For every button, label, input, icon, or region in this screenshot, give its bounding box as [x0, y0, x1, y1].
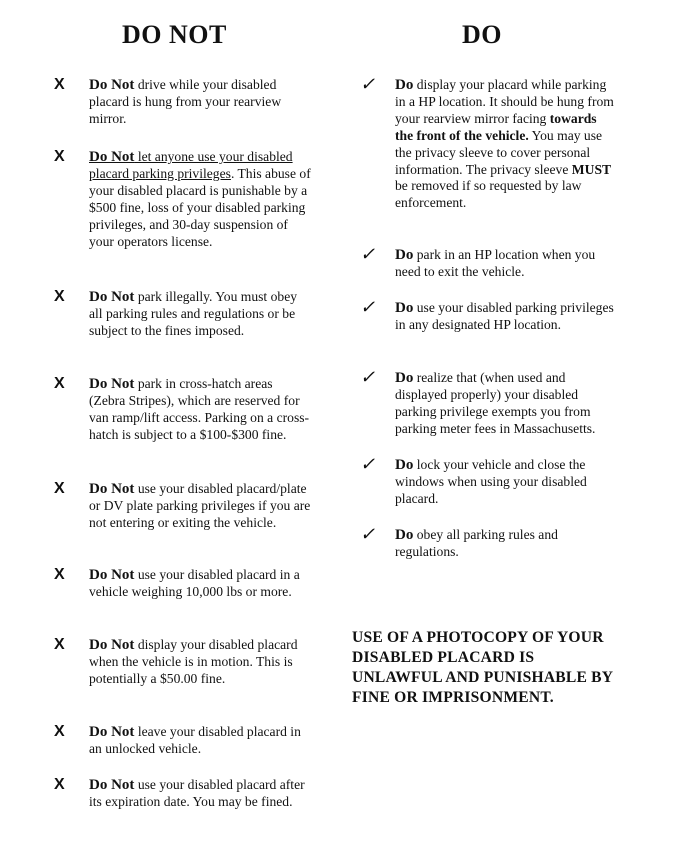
x-mark-icon: X	[54, 148, 65, 165]
x-mark-icon: X	[54, 566, 65, 583]
item-text: use your disabled parking privileges in any designated HP location.	[395, 300, 614, 332]
do-heading: DO	[462, 20, 502, 49]
item-text: use your disabled placard in a vehicle weighing 10,000 lbs or more.	[89, 567, 300, 599]
item-text: obey all parking rules and regulations.	[395, 527, 558, 559]
item-lead: Do	[395, 457, 414, 473]
checkmark-icon: ✓	[360, 454, 376, 474]
item-lead: Do	[395, 247, 414, 263]
item-text: lock your vehicle and close the windows when using your disabled placard.	[395, 457, 587, 506]
checkmark-icon: ✓	[360, 74, 376, 94]
item-lead: Do	[395, 77, 414, 93]
do-not-heading: DO NOT	[122, 20, 227, 49]
item-lead: Do Not	[89, 77, 135, 93]
item-lead: Do	[395, 527, 414, 543]
checkmark-icon: ✓	[360, 524, 376, 544]
item-text: realize that (when used and displayed properly) your disabled parking privilege exempts you from parking meter fees in Massachusetts.	[395, 370, 596, 436]
x-mark-icon: X	[54, 288, 65, 305]
photocopy-warning: USE OF A PHOTOCOPY OF YOUR DISABLED PLACARD IS UNLAWFUL AND PUNISHABLE BY FINE OR IMPRISONMENT.	[352, 629, 613, 706]
item-lead: Do Not	[89, 481, 135, 497]
x-mark-icon: X	[54, 723, 65, 740]
item-lead: Do	[395, 300, 414, 316]
item-text: . This abuse of your disabled placard is punishable by a $500 fine, loss of your disabled parking privileges, and 30-day suspension of your operators license.	[89, 165, 311, 249]
item-text: display your disabled placard when the vehicle is in motion. This is potentially a $50.00 fine.	[89, 637, 298, 686]
item-text: leave your disabled placard in an unlocked vehicle.	[89, 724, 301, 756]
item-text: drive while your disabled placard is hung from your rearview mirror.	[89, 77, 282, 126]
item-lead: Do	[395, 370, 414, 386]
item-text-underlined: let anyone use your disabled placard parking privileges	[89, 149, 293, 181]
item-text: park in cross-hatch areas (Zebra Stripes), which are reserved for van ramp/lift access. Parking on a cross-hatch is subject to a $100-$300 fine.	[89, 376, 310, 442]
item-lead: Do Not	[89, 777, 135, 793]
item-lead: Do Not	[89, 289, 135, 305]
x-mark-icon: X	[54, 375, 65, 392]
item-text: use your disabled placard after its expiration date. You may be fined.	[89, 777, 305, 809]
item-text: use your disabled placard/plate or DV plate parking privileges if you are not entering or exiting the vehicle.	[89, 481, 311, 530]
item-lead: Do Not	[89, 376, 135, 392]
item-lead: Do Not	[89, 567, 135, 583]
item-lead: Do Not	[89, 637, 135, 653]
item-lead: Do Not	[89, 724, 135, 740]
item-text: park illegally. You must obey all parking rules and regulations or be subject to the fines imposed.	[89, 289, 298, 338]
checkmark-icon: ✓	[360, 244, 376, 264]
x-mark-icon: X	[54, 636, 65, 653]
item-text: display your placard while parking in a HP location. It should be hung from your rearview mirror facing	[395, 77, 614, 126]
item-text: be removed if so requested by law enforcement.	[395, 178, 582, 211]
x-mark-icon: X	[54, 480, 65, 497]
item-text-bold: MUST	[571, 161, 612, 177]
item-text-bold: towards the front of the vehicle.	[395, 110, 597, 143]
item-text: park in an HP location when you need to exit the vehicle.	[395, 247, 596, 279]
x-mark-icon: X	[54, 776, 65, 793]
item-text: You may use the privacy sleeve to cover personal information. The privacy sleeve	[395, 127, 603, 177]
item-lead: Do Not	[89, 149, 135, 165]
checkmark-icon: ✓	[360, 297, 376, 317]
checkmark-icon: ✓	[360, 367, 376, 387]
x-mark-icon: X	[54, 76, 65, 93]
